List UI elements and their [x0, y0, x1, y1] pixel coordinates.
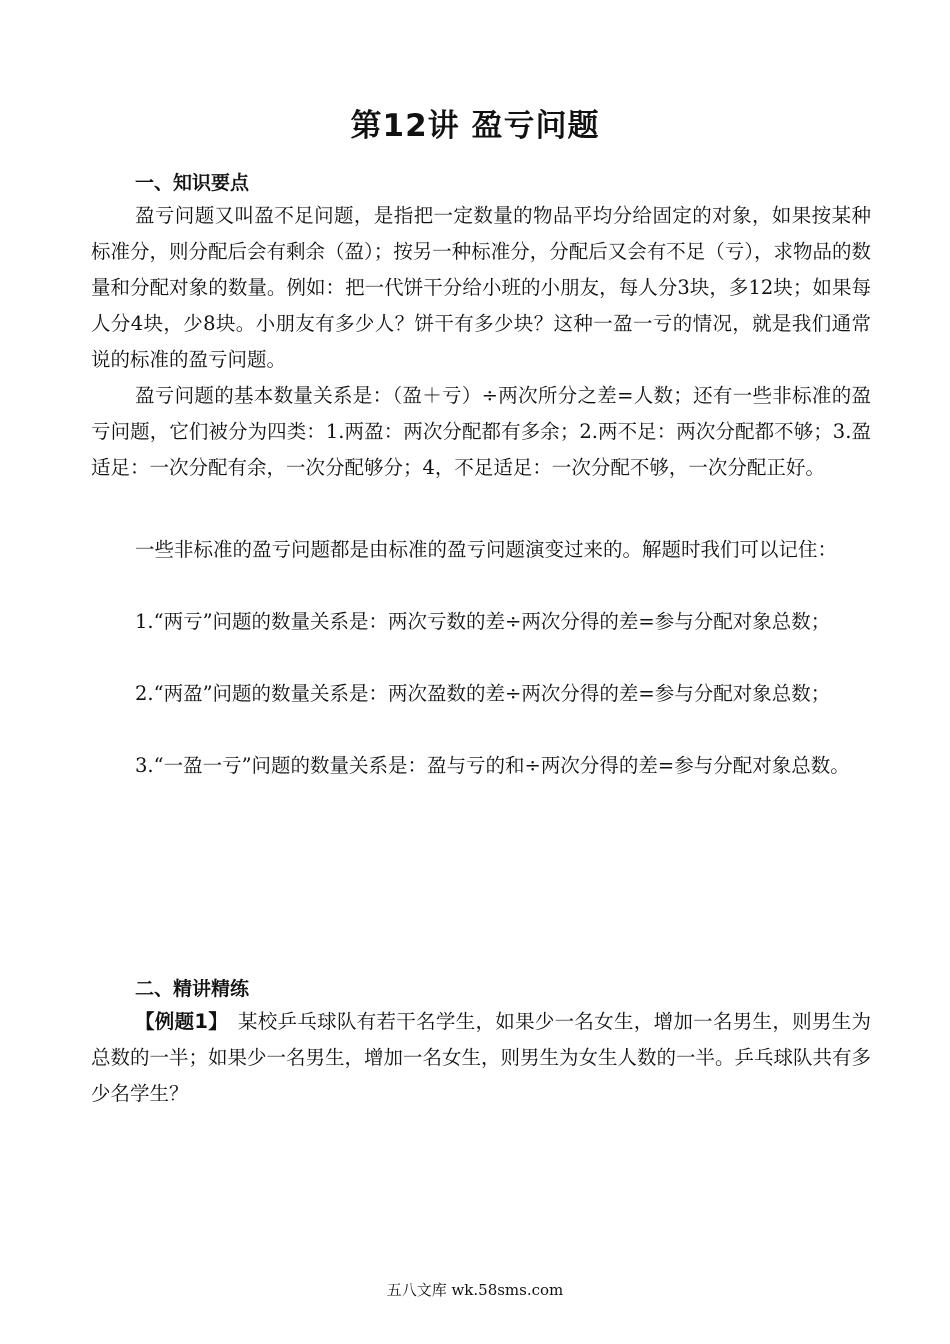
paragraph-nonstandard: 一些非标准的盈亏问题都是由标准的盈亏问题演变过来的。解题时我们可以记住： — [135, 538, 838, 561]
paragraph-rule-3: 3.“一盈一亏”问题的数量关系是：盈与亏的和÷两次分得的差=参与分配对象总数。 — [135, 754, 850, 777]
section-heading-knowledge: 一、知识要点 — [135, 172, 250, 194]
paragraph-definition: 盈亏问题又叫盈不足问题，是指把一定数量的物品平均分给固定的对象，如果按某种标准分，则分配后会有剩余（盈）；按另一种标准分，分配后又会有不足（亏），求物品的数量和分配对象的数量。例如：把一代饼干分给小班的小朋友，每人分3块，多12块；如果每人分4块，少8块。小朋友有多少人？饼干有多少块？这种一盈一亏的情况，就是我们通常说的标准的盈亏问题。 — [91, 204, 872, 371]
section-heading-practice: 二、精讲精练 — [135, 978, 250, 1000]
paragraph-rule-1: 1.“两亏”问题的数量关系是：两次亏数的差÷两次分得的差=参与分配对象总数； — [135, 610, 831, 633]
page-title: 第12讲 盈亏问题 — [350, 108, 600, 144]
example-1 — [91, 1004, 871, 1112]
paragraph-relations: 盈亏问题的基本数量关系是：（盈＋亏）÷两次所分之差=人数；还有一些非标准的盈亏问题，它们被分为四类：1.两盈：两次分配都有多余；2.两不足：两次分配都不够；3.盈适足：一次分配有余，一次分配够分；4，不足适足：一次分配不够，一次分配正好。 — [91, 384, 871, 479]
example-text: 某校乒乓球队有若干名学生，如果少一名女生，增加一名男生，则男生为总数的一半；如果少一名男生，增加一名女生，则男生为女生人数的一半。乒乓球队共有多少名学生？ — [91, 1010, 872, 1105]
paragraph-rule-2: 2.“两盈”问题的数量关系是：两次盈数的差÷两次分得的差=参与分配对象总数； — [135, 682, 831, 705]
footer-watermark: 五八文库 wk.58sms.com — [386, 1281, 564, 1299]
example-label: 【例题1】 — [135, 1010, 229, 1033]
